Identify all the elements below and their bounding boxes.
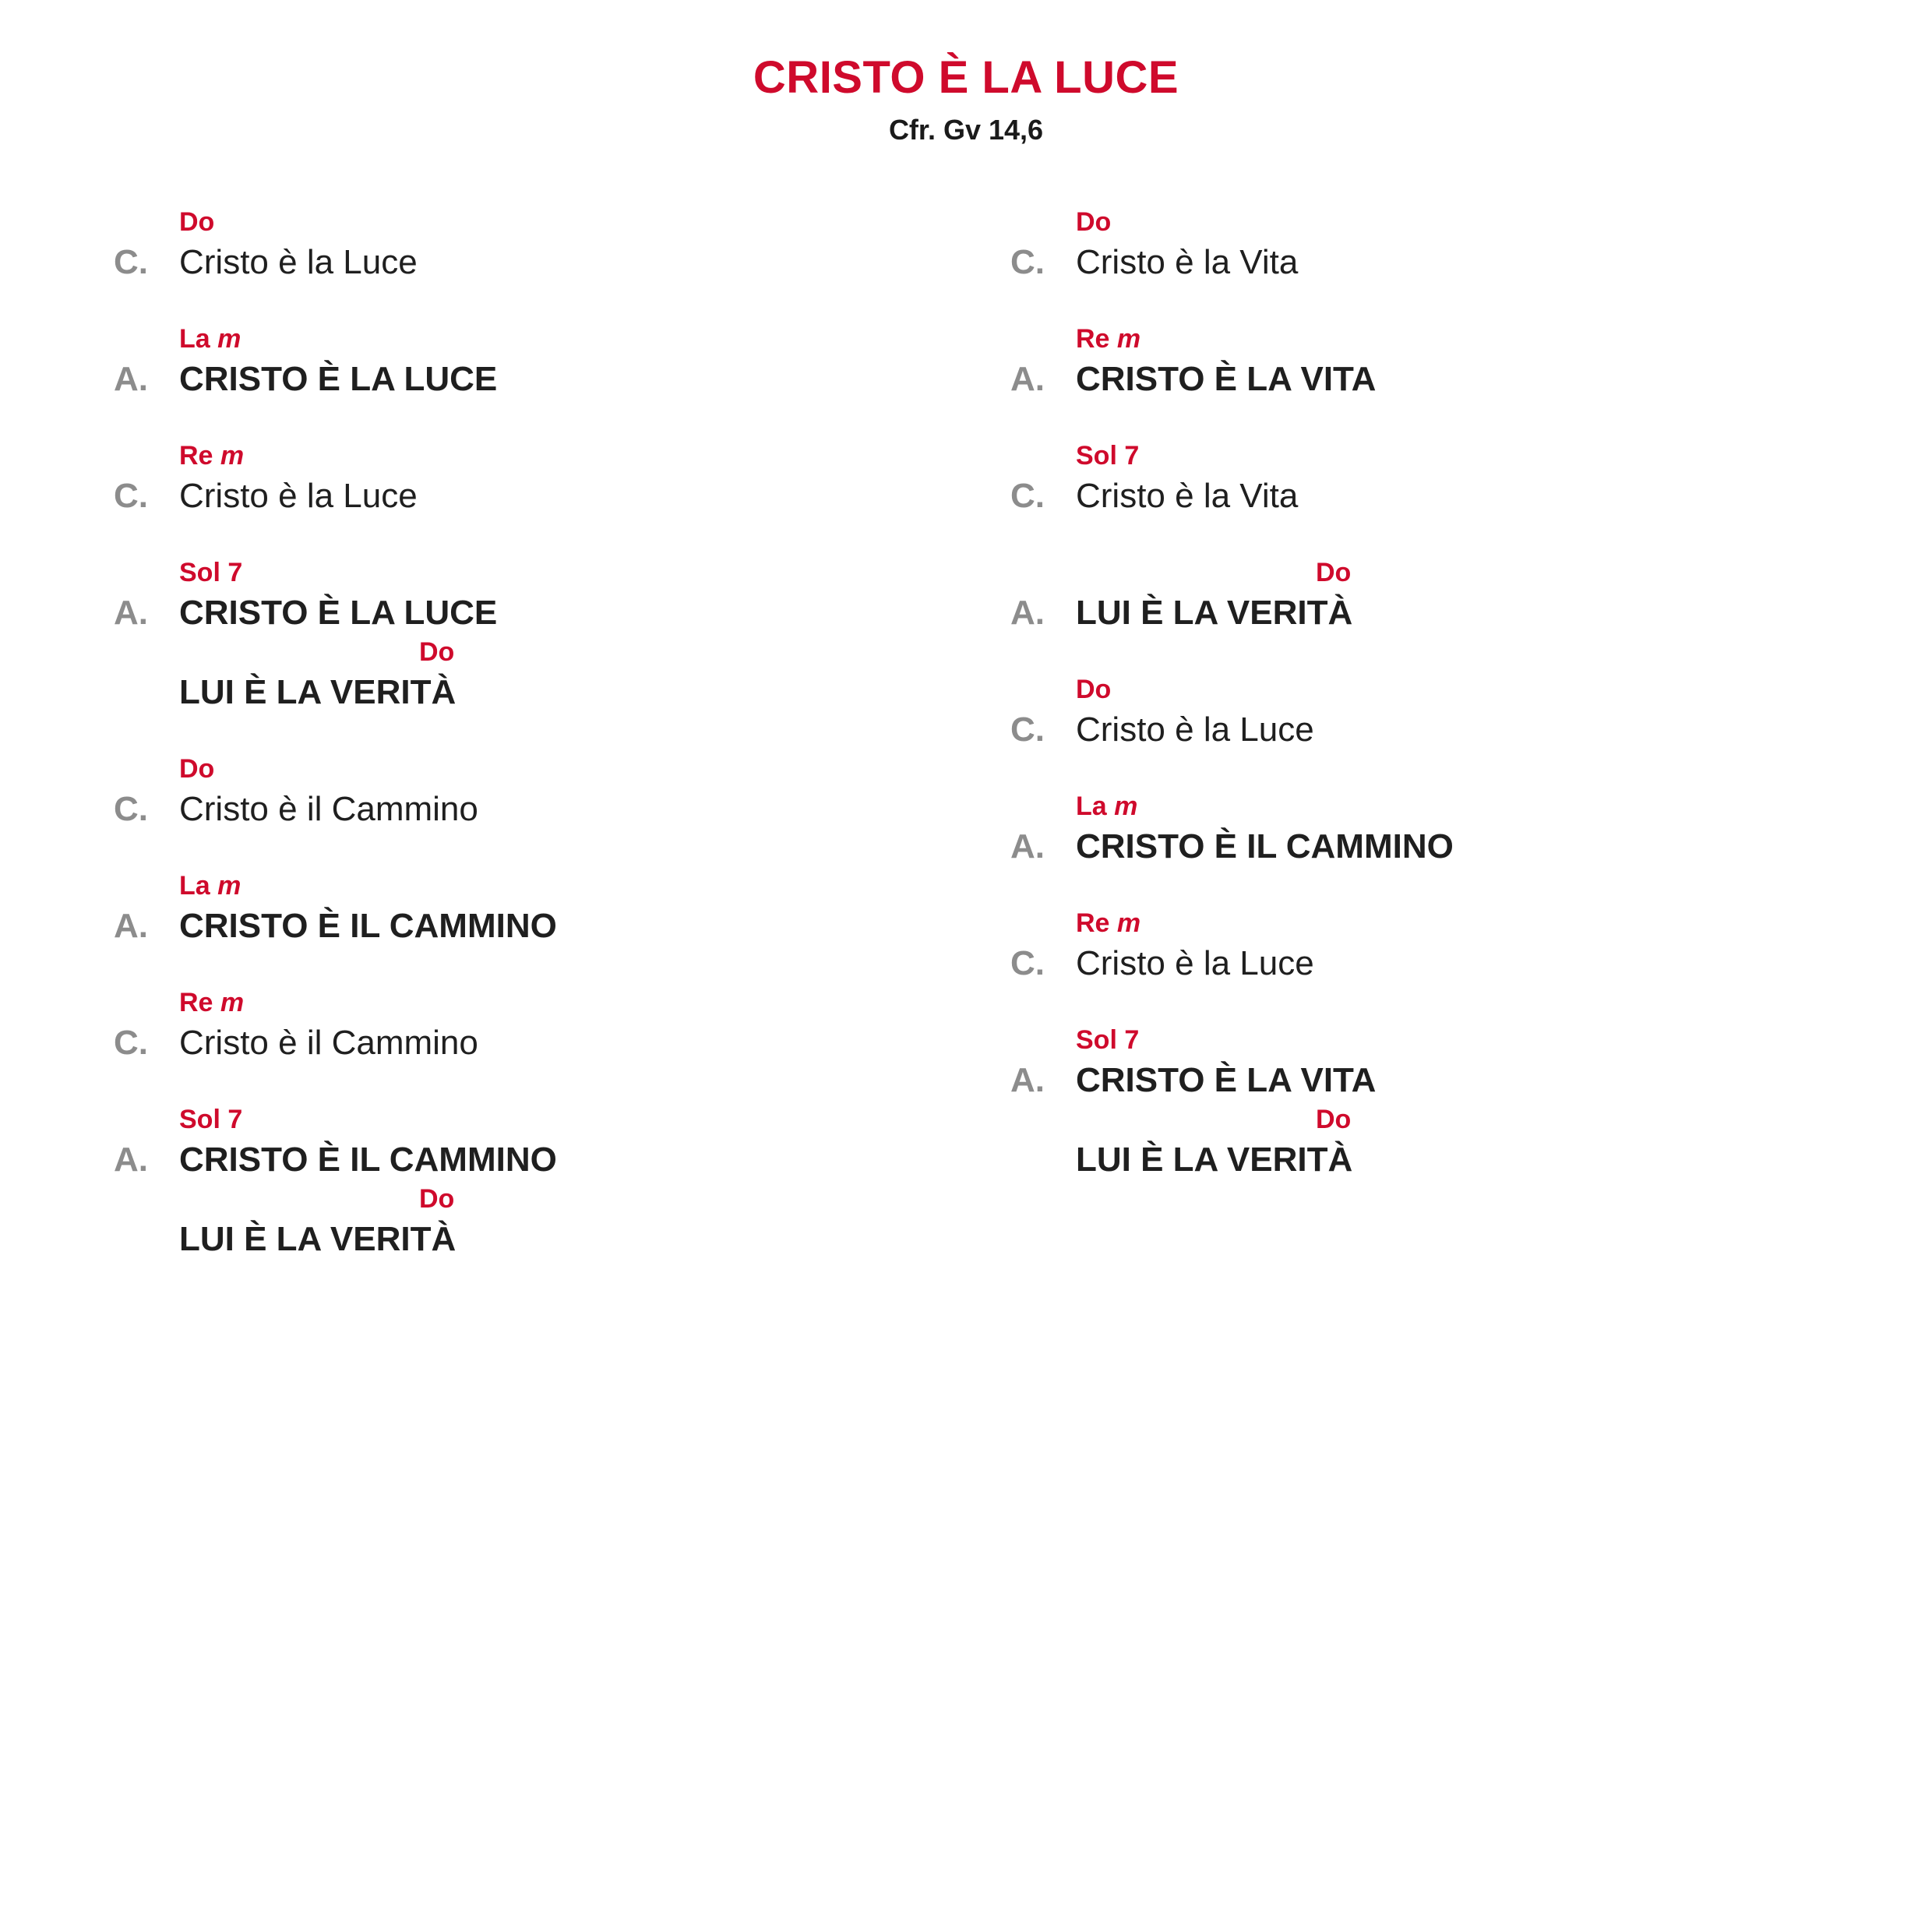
lyric-text: CRISTO È IL CAMMINO [1076, 827, 1454, 866]
role-marker: A. [1010, 827, 1045, 866]
lyric-line [1010, 675, 1867, 754]
role-marker: A. [114, 360, 148, 398]
role-marker: A. [1010, 1061, 1045, 1099]
role-marker: A. [114, 594, 148, 632]
lyric-text: Cristo è la Luce [1076, 944, 1314, 982]
chord-label: Sol 7 [179, 1105, 243, 1134]
role-marker: A. [114, 1141, 148, 1179]
lyric-text: LUI È LA VERITÀ [1076, 1141, 1353, 1179]
lyric-line [114, 558, 971, 637]
chord-label: La m [179, 871, 242, 901]
lyric-text: Cristo è la Vita [1076, 477, 1299, 515]
chord-label: Do [1076, 675, 1112, 704]
lyric-line [114, 871, 971, 950]
chord-label: La m [179, 324, 242, 354]
chord-label: Re m [179, 988, 245, 1017]
chord-label: Do [419, 1184, 455, 1214]
lyric-text: Cristo è la Luce [179, 477, 418, 515]
role-marker: A. [1010, 594, 1045, 632]
chord-label: Sol 7 [179, 558, 243, 587]
lyric-line [114, 988, 971, 1067]
lyric-text: Cristo è il Cammino [179, 790, 478, 828]
lyric-line [1010, 324, 1867, 404]
role-marker: C. [1010, 710, 1045, 749]
lyric-text: Cristo è la Luce [1076, 710, 1314, 749]
lyric-line [114, 324, 971, 404]
lyric-text: CRISTO È IL CAMMINO [179, 907, 557, 945]
chord-label: Do [1316, 1105, 1352, 1134]
lyric-line [1010, 908, 1867, 988]
lyric-line [1010, 441, 1867, 520]
role-marker: C. [1010, 243, 1045, 281]
chord-label: Sol 7 [1076, 1025, 1140, 1055]
role-marker: A. [114, 907, 148, 945]
chord-label: La m [1076, 791, 1138, 821]
chord-label: Do [179, 754, 215, 784]
lyric-line [1010, 1105, 1867, 1184]
chord-label: Do [1076, 207, 1112, 237]
chord-label: Re m [1076, 908, 1141, 938]
lyric-line [1010, 558, 1867, 637]
role-marker: C. [114, 790, 148, 828]
lyric-text: Cristo è la Luce [179, 243, 418, 281]
song-title: CRISTO È LA LUCE [753, 52, 1179, 103]
role-marker: C. [114, 1024, 148, 1062]
role-marker: C. [114, 243, 148, 281]
lyric-line [114, 207, 971, 287]
lyric-text: LUI È LA VERITÀ [179, 673, 457, 711]
lyric-text: CRISTO È IL CAMMINO [179, 1141, 557, 1179]
lyric-line [1010, 207, 1867, 287]
lyric-text: CRISTO È LA LUCE [179, 594, 498, 632]
chord-label: Do [179, 207, 215, 237]
lyric-line [114, 754, 971, 834]
lyric-text: CRISTO È LA VITA [1076, 1061, 1377, 1099]
chord-label: Re m [179, 441, 245, 471]
lyric-text: LUI È LA VERITÀ [179, 1220, 457, 1258]
chord-label: Do [419, 637, 455, 667]
lyric-text: Cristo è la Vita [1076, 243, 1299, 281]
lyric-line [114, 637, 971, 717]
role-marker: C. [1010, 944, 1045, 982]
lyric-line [114, 441, 971, 520]
role-marker: C. [114, 477, 148, 515]
lyric-text: Cristo è il Cammino [179, 1024, 478, 1062]
scripture-reference: Cfr. Gv 14,6 [888, 114, 1044, 146]
role-marker: A. [1010, 360, 1045, 398]
chord-label: Do [1316, 558, 1352, 587]
lyric-line [1010, 791, 1867, 871]
lyric-line [114, 1105, 971, 1184]
lyric-text: LUI È LA VERITÀ [1076, 594, 1353, 632]
lyric-text: CRISTO È LA LUCE [179, 360, 498, 398]
lyric-line [1010, 1025, 1867, 1105]
chord-label: Re m [1076, 324, 1141, 354]
lyric-line [114, 1184, 971, 1264]
role-marker: C. [1010, 477, 1045, 515]
lyric-text: CRISTO È LA VITA [1076, 360, 1377, 398]
chord-label: Sol 7 [1076, 441, 1140, 471]
